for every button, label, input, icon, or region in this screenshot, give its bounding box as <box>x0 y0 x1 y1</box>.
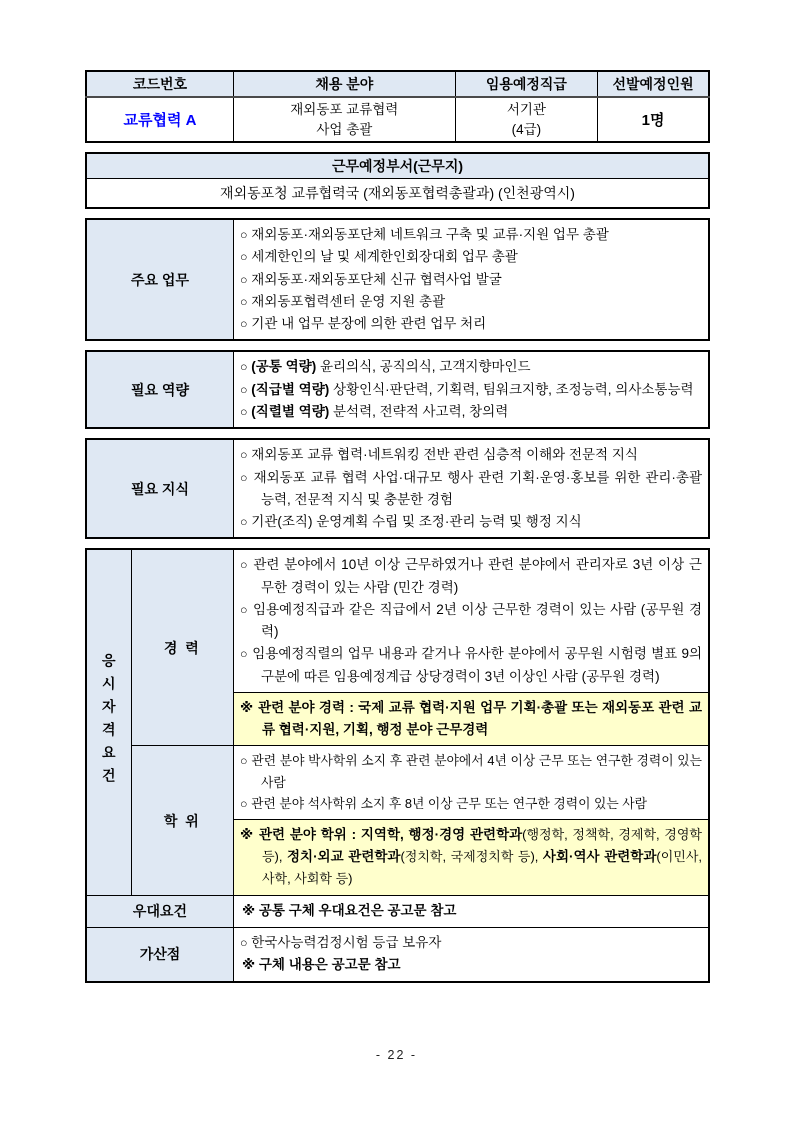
degree-note-bold: 사회·역사 관련학과 <box>542 849 657 865</box>
recruit-field-line2: 사업 총괄 <box>316 121 373 137</box>
degree-text: 관련 분야 박사학위 소지 후 관련 분야에서 4년 이상 근무 또는 연구한 경력이 있는 사람 <box>251 753 702 791</box>
header-headcount: 선발예정인원 <box>598 71 709 97</box>
competency-category: (공통 역량) <box>251 359 317 375</box>
recruit-field-value <box>233 97 455 142</box>
duty-item <box>240 224 702 246</box>
position-header-row <box>86 71 709 97</box>
workplace-header: 근무예정부서(근무지) <box>86 153 709 179</box>
knowledge-item <box>240 444 702 466</box>
knowledge-item <box>240 467 702 512</box>
circle-bullet-icon: ○ <box>239 647 248 662</box>
bonus-note <box>240 954 702 977</box>
knowledge-list <box>233 439 709 538</box>
qualifications-label-text: 응시자격요건 <box>100 653 117 792</box>
circle-bullet-icon: ○ <box>239 515 248 530</box>
degree-note <box>240 824 702 891</box>
career-text: 임용예정직렬의 업무 내용과 같거나 유사한 분야에서 공무원 시험령 별표 9의 구분에 따른 임용예정계급 상당경력이 3년 이상인 사람 (공무원 경력) <box>252 646 702 684</box>
career-item <box>240 599 702 644</box>
circle-bullet-icon: ○ <box>239 404 248 419</box>
career-note-cell <box>233 692 709 746</box>
knowledge-item <box>240 511 702 533</box>
degree-item <box>240 793 702 815</box>
preferred-content <box>233 895 709 927</box>
career-list <box>233 549 709 692</box>
duty-text: 재외동포협력센터 운영 지원 총괄 <box>251 293 446 309</box>
circle-bullet-icon: ○ <box>239 317 248 332</box>
preferred-note <box>240 900 702 923</box>
competencies-label: 필요 역량 <box>86 351 233 428</box>
knowledge-text: 재외동포 교류 협력·네트워킹 전반 관련 심층적 이해와 전문적 지식 <box>251 447 638 463</box>
bonus-label: 가산점 <box>86 927 233 982</box>
circle-bullet-icon: ○ <box>239 797 248 812</box>
competency-text: 윤리의식, 공직의식, 고객지향마인드 <box>319 359 531 375</box>
expected-grade-line2: (4급) <box>511 121 542 137</box>
career-note-text: 관련 분야 경력 : 국제 교류 협력·지원 업무 기획·총괄 또는 재외동포 관련 교류 협력·지원, 기획, 행정 분야 근무경력 <box>258 699 702 738</box>
header-recruit-field: 채용 분야 <box>233 71 455 97</box>
qualifications-table <box>85 548 710 982</box>
expected-grade-value <box>455 97 597 142</box>
competency-item <box>240 356 702 378</box>
page-number: - 22 - <box>375 1048 418 1062</box>
knowledge-text: 기관(조직) 운영계획 수립 및 조정·관리 능력 및 행정 지식 <box>251 514 582 530</box>
degree-note-regular: (행정학, 정책학, 경제학, 경영학 등), <box>261 826 702 865</box>
duty-text: 재외동포·재외동포단체 네트워크 구축 및 교류·지원 업무 총괄 <box>251 227 609 243</box>
reference-mark-icon: ※ <box>241 956 256 972</box>
preferred-note-text: 공통 구체 우대요건은 공고문 참고 <box>258 902 457 918</box>
header-expected-grade: 임용예정직급 <box>455 71 597 97</box>
duty-text: 세계한인의 날 및 세계한인회장대회 업무 총괄 <box>251 249 518 265</box>
headcount-value: 1명 <box>598 97 709 142</box>
bonus-note-text: 구체 내용은 공고문 참고 <box>258 956 401 972</box>
knowledge-label: 필요 지식 <box>86 439 233 538</box>
duties-table <box>85 218 710 341</box>
degree-list <box>233 746 709 819</box>
career-item <box>240 554 702 599</box>
position-table <box>85 70 710 143</box>
header-code-number: 코드번호 <box>86 71 233 97</box>
competencies-list <box>233 351 709 428</box>
circle-bullet-icon: ○ <box>239 470 249 485</box>
competency-text: 분석력, 전략적 사고력, 창의력 <box>333 403 509 419</box>
qualifications-vertical-label <box>86 549 131 895</box>
degree-label: 학 위 <box>131 746 233 895</box>
duties-label: 주요 업무 <box>86 219 233 340</box>
expected-grade-line1: 서기관 <box>506 102 546 117</box>
code-number-value: 교류협력 A <box>86 97 233 142</box>
competency-text: 상황인식·판단력, 기획력, 팀워크지향, 조정능력, 의사소통능력 <box>333 381 694 397</box>
competency-item <box>240 379 702 401</box>
duties-list <box>233 219 709 340</box>
degree-note-cell <box>233 819 709 895</box>
document-content <box>85 70 710 992</box>
workplace-value: 재외동포청 교류협력국 (재외동포협력총괄과) (인천광역시) <box>86 179 709 209</box>
knowledge-table <box>85 438 710 539</box>
circle-bullet-icon: ○ <box>239 558 249 573</box>
bonus-text: 한국사능력검정시험 등급 보유자 <box>251 934 442 950</box>
position-value-row <box>86 97 709 142</box>
career-item <box>240 643 702 688</box>
duty-text: 기관 내 업무 분장에 의한 관련 업무 처리 <box>251 316 487 332</box>
circle-bullet-icon: ○ <box>239 602 249 617</box>
competency-item <box>240 401 702 423</box>
workplace-table <box>85 152 710 209</box>
duty-text: 재외동포·재외동포단체 신규 협력사업 발굴 <box>251 271 502 287</box>
circle-bullet-icon: ○ <box>239 228 248 243</box>
career-text: 임용예정직급과 같은 직급에서 2년 이상 근무한 경력이 있는 사람 (공무원 경력) <box>252 601 702 640</box>
career-label: 경 력 <box>131 549 233 746</box>
degree-note-bold: 정치·외교 관련학과 <box>286 849 401 865</box>
degree-note-regular: (이민사, 사학, 사회학 등) <box>261 849 703 887</box>
circle-bullet-icon: ○ <box>239 360 248 375</box>
circle-bullet-icon: ○ <box>239 294 248 309</box>
bonus-content <box>233 927 709 982</box>
knowledge-text: 재외동포 교류 협력 사업·대규모 행사 관련 기획·운영·홍보를 위한 관리·총괄 능력, 전문적 지식 및 충분한 경험 <box>253 469 702 507</box>
competency-category: (직급별 역량) <box>251 381 330 397</box>
competencies-table <box>85 350 710 429</box>
competency-category: (직렬별 역량) <box>251 403 330 419</box>
duty-item <box>240 246 702 268</box>
circle-bullet-icon: ○ <box>239 935 248 950</box>
career-note <box>240 697 702 742</box>
degree-item <box>240 750 702 793</box>
circle-bullet-icon: ○ <box>239 250 248 265</box>
degree-note-regular: (정치학, 국제정치학 등), <box>400 849 543 865</box>
bonus-item <box>240 932 702 954</box>
circle-bullet-icon: ○ <box>239 272 248 287</box>
circle-bullet-icon: ○ <box>239 382 248 397</box>
career-text: 관련 분야에서 10년 이상 근무하였거나 관련 분야에서 관리자로 3년 이상 근무한 경력이 있는 사람 (민간 경력) <box>253 557 702 595</box>
reference-mark-icon: ※ <box>239 826 255 842</box>
degree-note-bold: 관련 분야 학위 : 지역학, 행정·경영 관련학과 <box>258 826 523 842</box>
reference-mark-icon: ※ <box>239 699 254 715</box>
duty-item <box>240 313 702 335</box>
duty-item <box>240 291 702 313</box>
recruit-field-line1: 재외동포 교류협력 <box>290 102 399 117</box>
circle-bullet-icon: ○ <box>239 754 248 769</box>
degree-text: 관련 분야 석사학위 소지 후 8년 이상 근무 또는 연구한 경력이 있는 사람 <box>251 796 648 812</box>
preferred-label: 우대요건 <box>86 895 233 927</box>
duty-item <box>240 269 702 291</box>
circle-bullet-icon: ○ <box>239 448 248 463</box>
reference-mark-icon: ※ <box>241 902 256 918</box>
